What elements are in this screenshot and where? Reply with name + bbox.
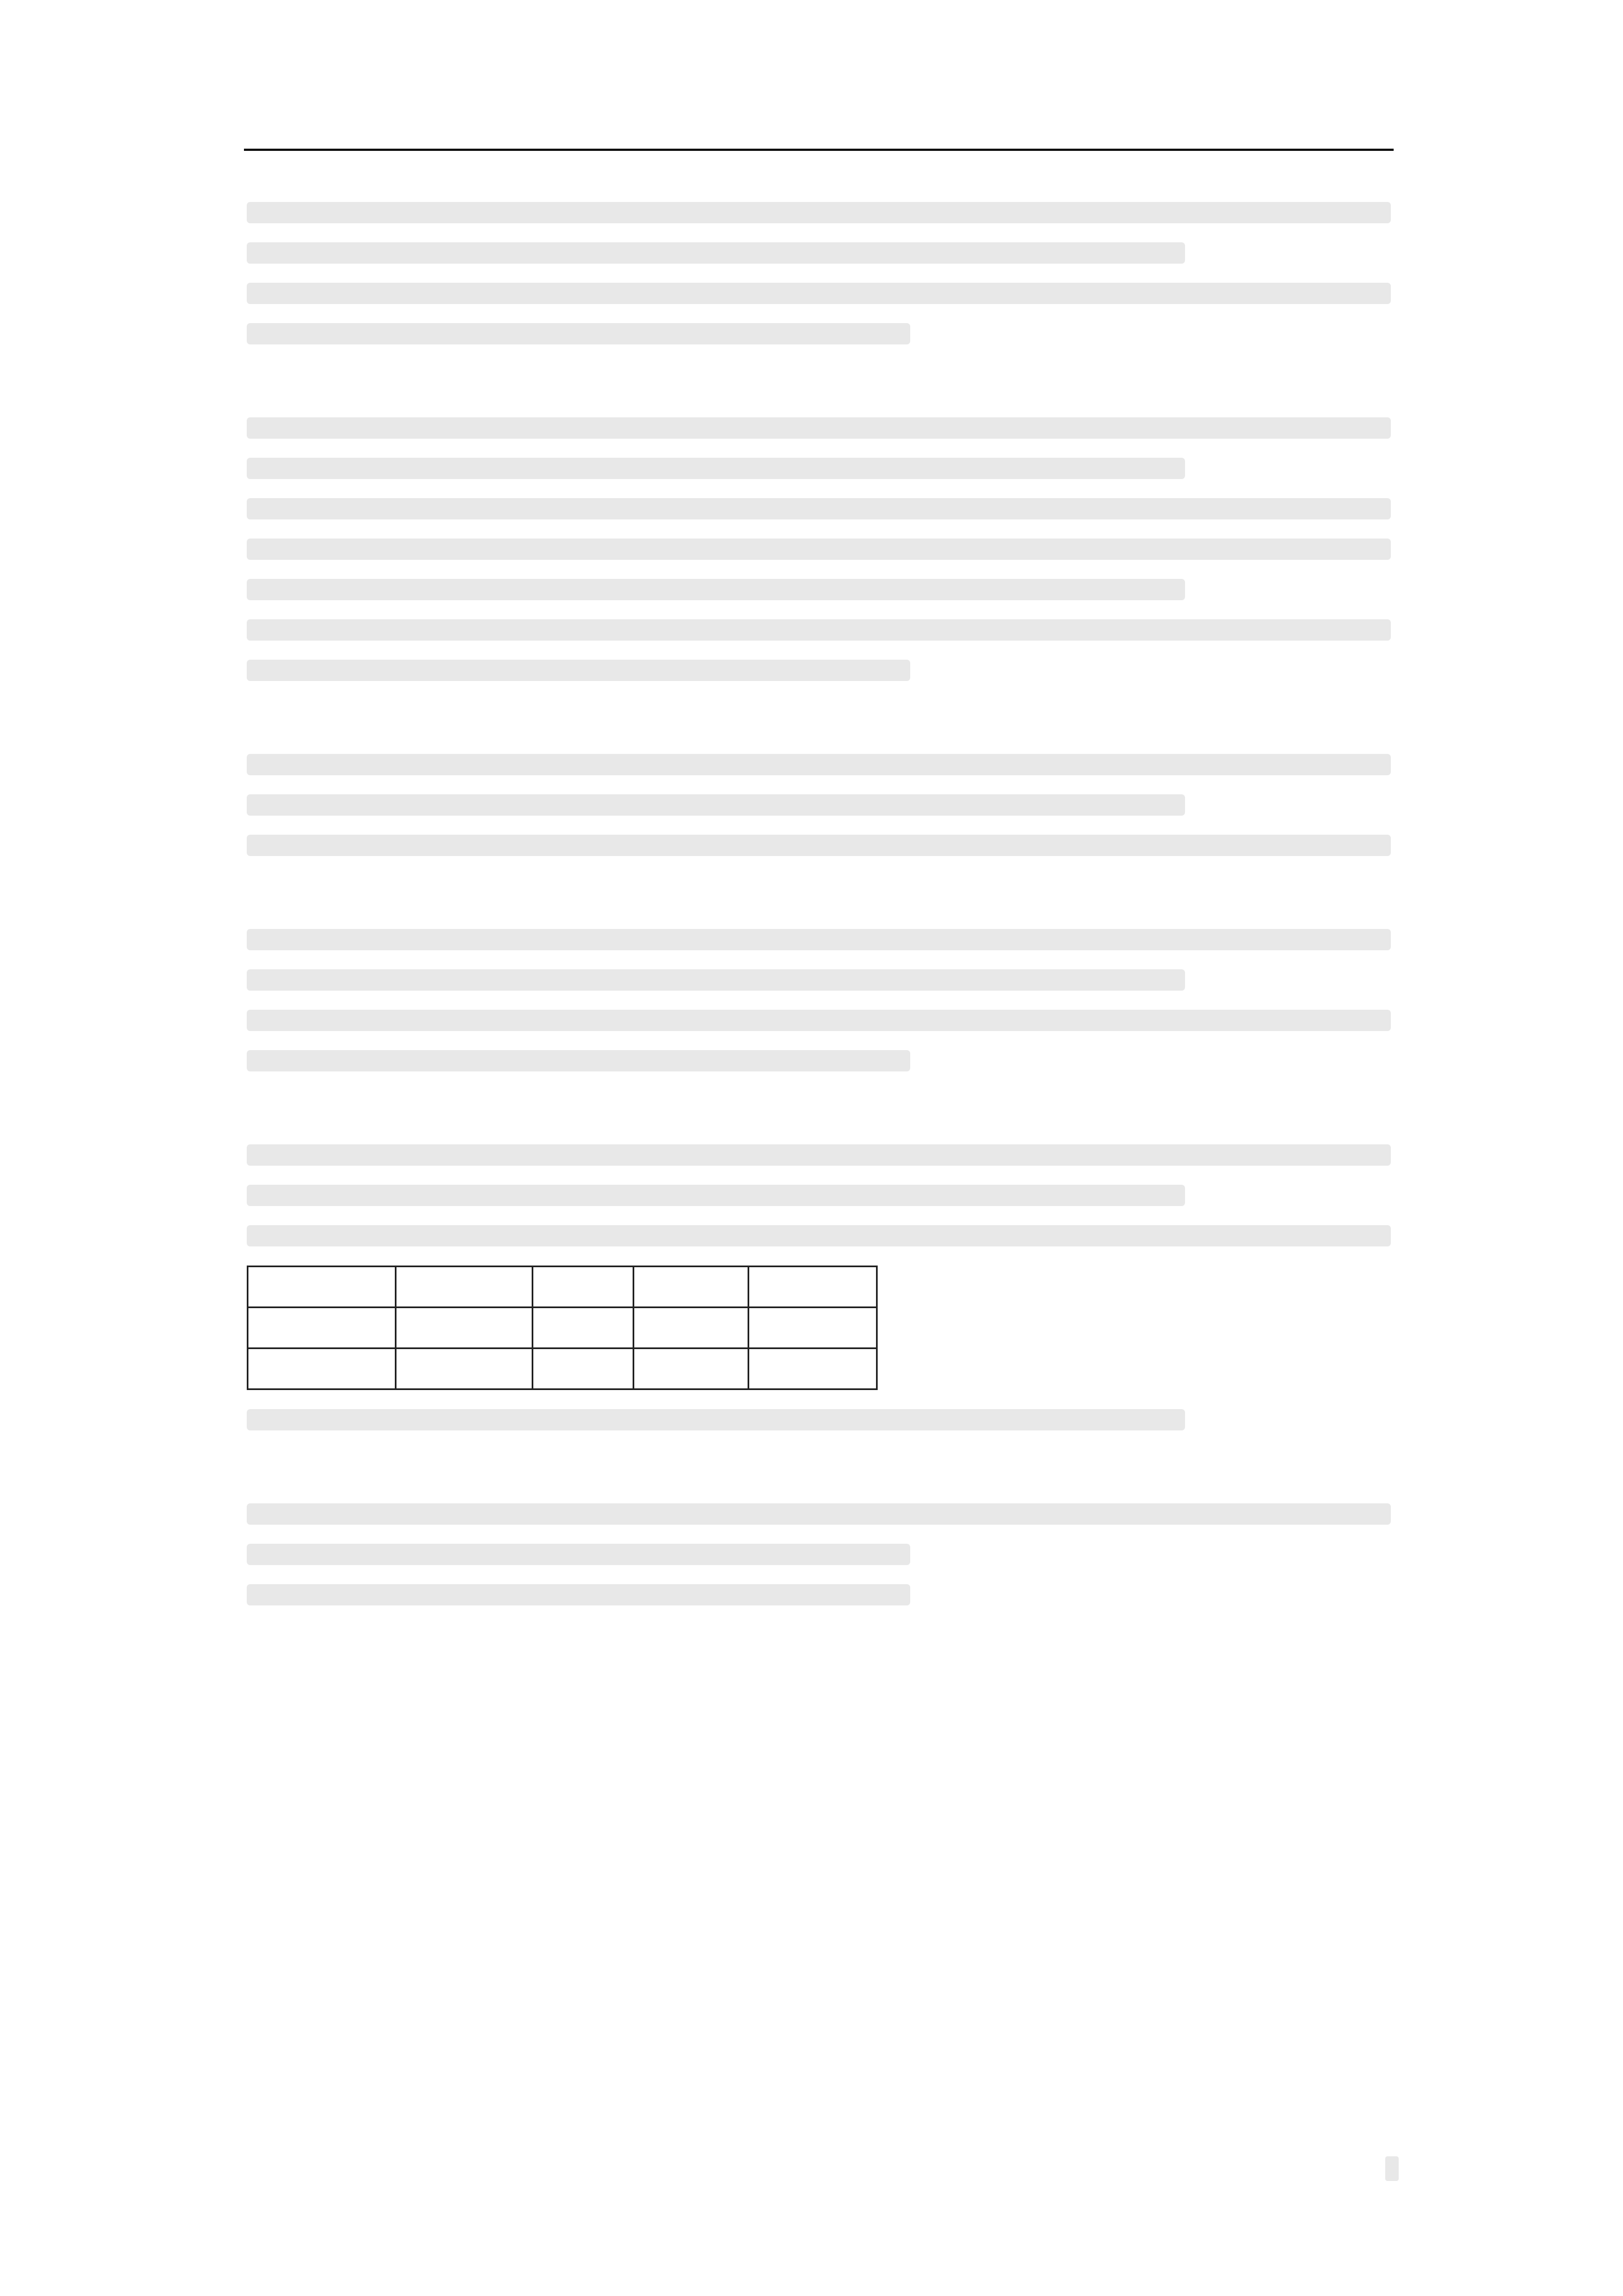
- text-line-placeholder: [247, 1225, 1391, 1246]
- question-block: [247, 1144, 1391, 1430]
- table-cell: [633, 1308, 748, 1349]
- question-block: [247, 929, 1391, 1071]
- text-line-placeholder: [247, 283, 1391, 304]
- text-line-placeholder: [247, 660, 910, 681]
- text-line-placeholder: [247, 929, 1391, 950]
- table-cell: [748, 1267, 877, 1308]
- text-line-placeholder: [247, 969, 1185, 991]
- text-line-placeholder: [247, 579, 1185, 600]
- table-row: [248, 1349, 877, 1389]
- table-cell: [395, 1267, 532, 1308]
- text-line-placeholder: [247, 458, 1185, 479]
- text-line-placeholder: [247, 498, 1391, 519]
- worksheet-content: [247, 202, 1391, 2126]
- text-line-placeholder: [247, 619, 1391, 641]
- question-block: [247, 754, 1391, 856]
- text-line-placeholder: [247, 794, 1185, 816]
- text-line-placeholder: [247, 1584, 910, 1605]
- header-rule: [244, 149, 1394, 151]
- table-cell: [532, 1308, 633, 1349]
- text-line-placeholder: [247, 835, 1391, 856]
- text-line-placeholder: [247, 1409, 1185, 1430]
- table-cell: [395, 1349, 532, 1389]
- text-line-placeholder: [247, 417, 1391, 439]
- page-number-placeholder: [1385, 2156, 1399, 2181]
- text-line-placeholder: [247, 1544, 910, 1565]
- data-table: [247, 1266, 878, 1390]
- table-cell: [248, 1349, 396, 1389]
- table-cell: [633, 1349, 748, 1389]
- table-cell: [748, 1308, 877, 1349]
- text-line-placeholder: [247, 1010, 1391, 1031]
- table-cell: [248, 1267, 396, 1308]
- text-line-placeholder: [247, 754, 1391, 775]
- text-line-placeholder: [247, 539, 1391, 560]
- text-line-placeholder: [247, 1503, 1391, 1525]
- question-block: [247, 417, 1391, 681]
- table-cell: [532, 1267, 633, 1308]
- table-row: [248, 1267, 877, 1308]
- table-cell: [532, 1349, 633, 1389]
- table-cell: [748, 1349, 877, 1389]
- text-line-placeholder: [247, 1185, 1185, 1206]
- table-cell: [395, 1308, 532, 1349]
- table-cell: [633, 1267, 748, 1308]
- question-block: [247, 202, 1391, 344]
- text-line-placeholder: [247, 202, 1391, 223]
- table-row: [248, 1308, 877, 1349]
- text-line-placeholder: [247, 323, 910, 344]
- question-block: [247, 1503, 1391, 1605]
- text-line-placeholder: [247, 1144, 1391, 1166]
- table-cell: [248, 1308, 396, 1349]
- text-line-placeholder: [247, 242, 1185, 264]
- text-line-placeholder: [247, 1050, 910, 1071]
